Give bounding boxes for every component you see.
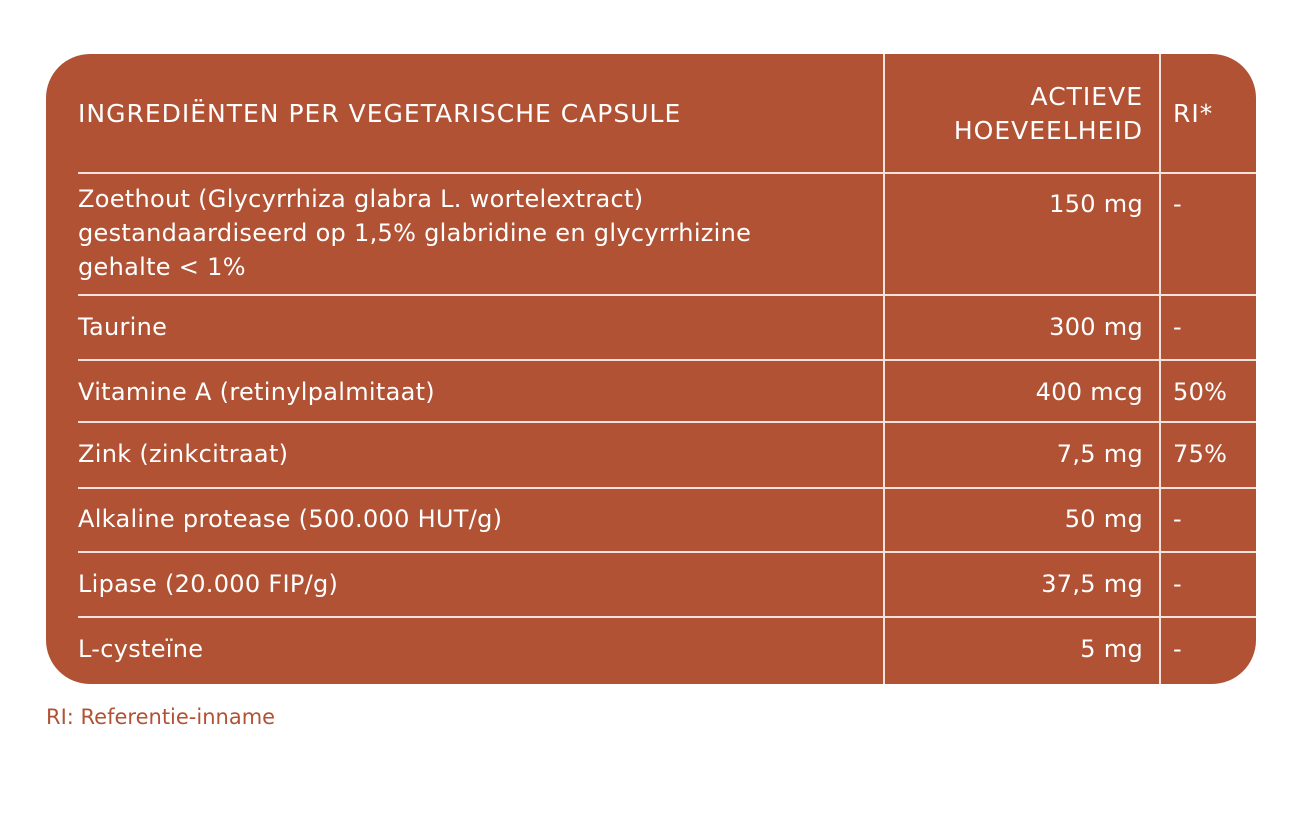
row-divider [78,421,1256,423]
table-row-amount: 50 mg [1064,505,1143,533]
row-divider [78,359,1256,361]
row-divider [78,487,1256,489]
row-name-line: gehalte < 1% [78,253,246,281]
table-row-name [78,182,873,284]
table-row-ri: - [1173,505,1182,533]
table-row-name: Lipase (20.000 FIP/g) [78,570,339,598]
header-amount-line1: ACTIEVE [1030,82,1143,111]
row-name-line: Zoethout (Glycyrrhiza glabra L. wortelextract) [78,185,644,213]
table-row-amount: 5 mg [1080,635,1143,663]
table-row-ri: - [1173,635,1182,663]
table-row-ri: - [1173,190,1182,218]
table-row-name: Taurine [78,313,168,341]
table-row-ri: 50% [1173,378,1228,406]
table-row-amount: 400 mcg [1035,378,1143,406]
footnote: RI: Referentie-inname [46,705,276,729]
row-name-line: gestandaardiseerd op 1,5% glabridine en glycyrrhizine [78,219,752,247]
row-divider [78,616,1256,618]
header-ri: RI* [1173,99,1214,128]
table-row-amount: 7,5 mg [1056,440,1143,468]
table-row-amount: 300 mg [1049,313,1143,341]
table-row-ri: - [1173,570,1182,598]
table-row-name: Vitamine A (retinylpalmitaat) [78,378,435,406]
column-divider-ri [1159,54,1161,684]
row-divider [78,551,1256,553]
table-row-ri: - [1173,313,1182,341]
table-row-name: L-cysteïne [78,635,204,663]
ingredients-table [46,54,1256,684]
header-ingredient: INGREDIËNTEN PER VEGETARISCHE CAPSULE [78,99,682,128]
table-row-amount: 37,5 mg [1041,570,1143,598]
table-row-ri: 75% [1173,440,1228,468]
table-row-name: Zink (zinkcitraat) [78,440,289,468]
header-amount [885,80,1143,148]
table-row-name: Alkaline protease (500.000 HUT/g) [78,505,503,533]
table-row-amount: 150 mg [1049,190,1143,218]
row-divider [78,294,1256,296]
row-divider [78,172,1256,174]
header-amount-line2: HOEVEELHEID [953,116,1143,145]
